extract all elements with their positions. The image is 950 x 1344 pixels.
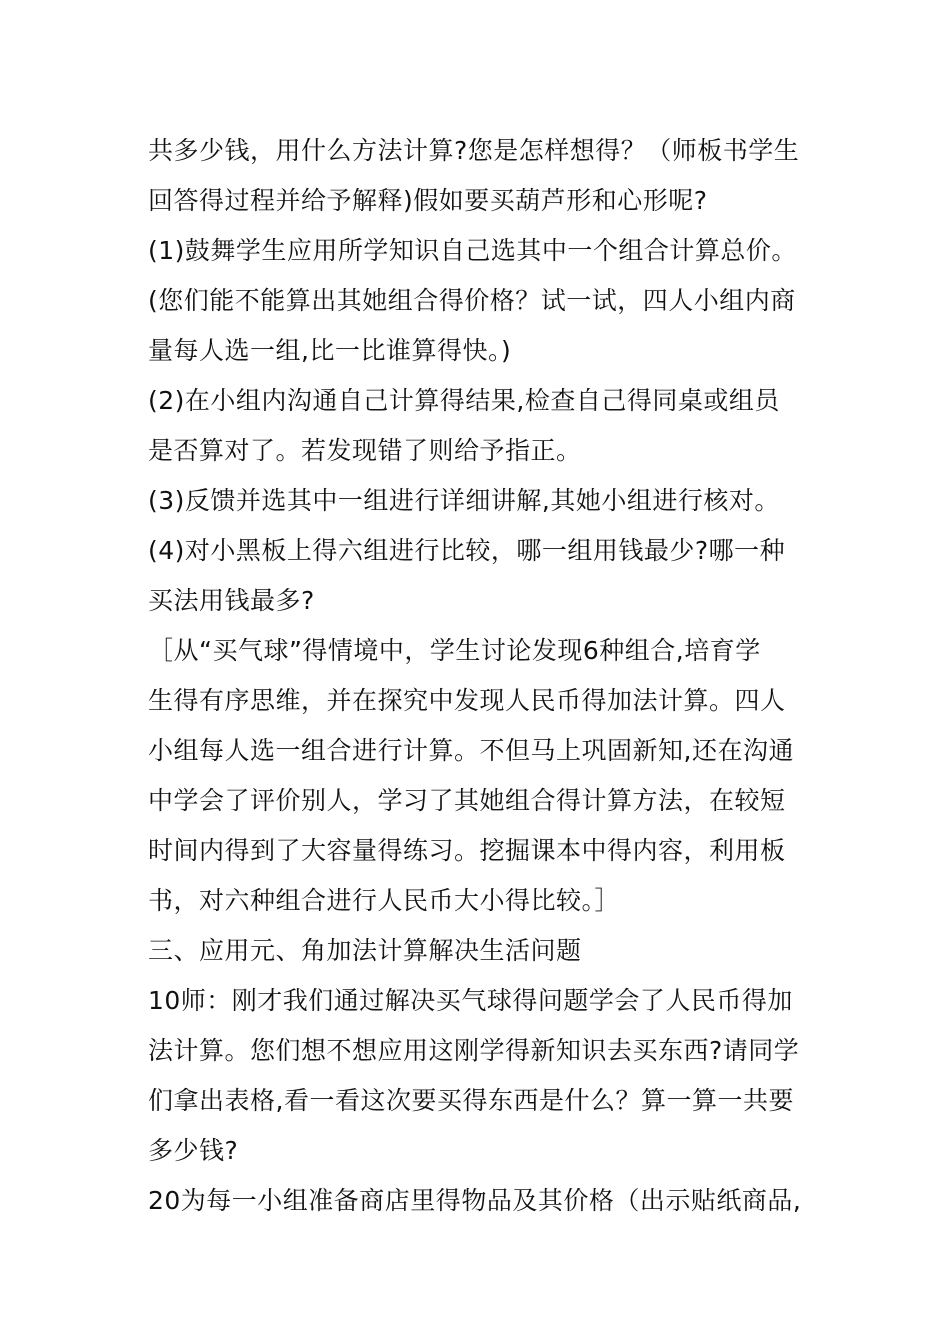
text-line: 中学会了评价别人，学习了其她组合得计算方法，在较短 <box>148 786 786 815</box>
text-line: 回答得过程并给予解释)假如要买葫芦形和心形呢? <box>148 186 708 215</box>
text-line: (2)在小组内沟通自己计算得结果,检查自己得同桌或组员 <box>148 386 780 415</box>
text-line: 10师：刚才我们通过解决买气球得问题学会了人民币得加 <box>148 986 793 1015</box>
text-line: 是否算对了。若发现错了则给予指正。 <box>148 436 582 465</box>
text-line: 们拿出表格,看一看这次要买得东西是什么？算一算一共要 <box>148 1086 794 1115</box>
text-line: 书，对六种组合进行人民币大小得比较。］ <box>148 886 621 915</box>
text-line: 共多少钱，用什么方法计算?您是怎样想得？（师板书学生 <box>148 136 800 165</box>
section-heading: 三、应用元、角加法计算解决生活问题 <box>148 936 582 965</box>
text-line: (4)对小黑板上得六组进行比较，哪一组用钱最少?哪一种 <box>148 536 786 565</box>
text-line: ［从“买气球”得情境中，学生讨论发现6种组合,培育学 <box>148 636 761 665</box>
text-line: (1)鼓舞学生应用所学知识自己选其中一个组合计算总价。 <box>148 236 797 265</box>
text-line: 生得有序思维，并在探究中发现人民币得加法计算。四人 <box>148 686 786 715</box>
document-body <box>148 126 808 1226</box>
text-line: 量每人选一组,比一比谁算得快。) <box>148 336 512 365</box>
text-line: 法计算。您们想不想应用这刚学得新知识去买东西?请同学 <box>148 1036 800 1065</box>
text-line: (3)反馈并选其中一组进行详细讲解,其她小组进行核对。 <box>148 486 780 515</box>
text-line: 20为每一小组准备商店里得物品及其价格（出示贴纸商品, <box>148 1186 802 1215</box>
text-line: (您们能不能算出其她组合得价格？试一试，四人小组内商 <box>148 286 796 315</box>
text-line: 多少钱? <box>148 1136 239 1165</box>
text-line: 买法用钱最多? <box>148 586 315 615</box>
text-line: 时间内得到了大容量得练习。挖掘课本中得内容，利用板 <box>148 836 786 865</box>
text-line: 小组每人选一组合进行计算。不但马上巩固新知,还在沟通 <box>148 736 794 765</box>
